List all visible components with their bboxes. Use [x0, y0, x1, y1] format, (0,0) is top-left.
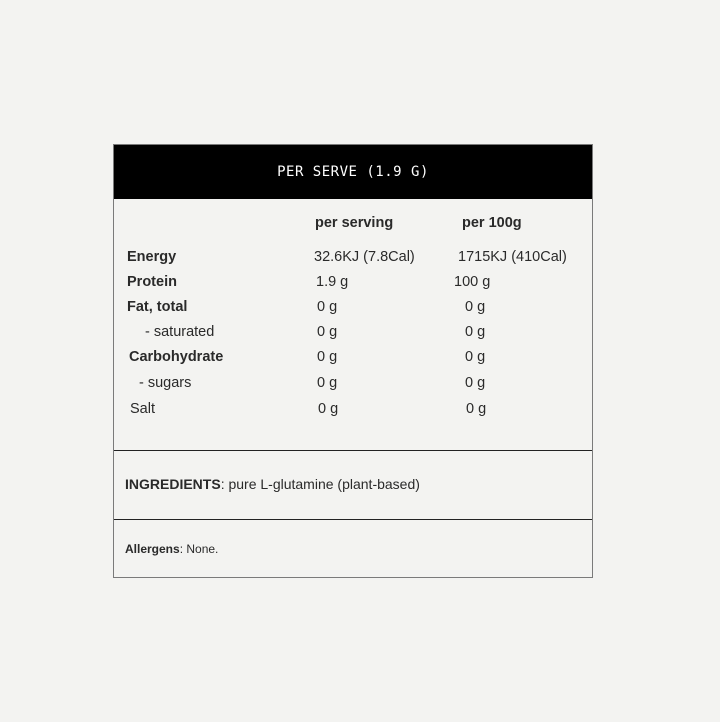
- per-serving-value: 1.9 g: [316, 274, 349, 290]
- ingredients-line: [125, 476, 420, 492]
- ingredients-text: : pure L-glutamine (plant-based): [220, 476, 420, 492]
- per-100g-value: 0 g: [465, 349, 486, 365]
- per-serving-value: 0 g: [318, 401, 339, 417]
- divider: [114, 519, 592, 520]
- nutrition-row-energy: [114, 249, 592, 271]
- row-label: Fat, total: [127, 299, 188, 315]
- per-100g-value: 100 g: [454, 274, 491, 290]
- column-header-per-100g: per 100g: [462, 215, 522, 231]
- nutrition-panel: [113, 144, 593, 578]
- per-serving-value: 0 g: [317, 324, 338, 340]
- per-100g-value: 1715KJ (410Cal): [458, 249, 567, 265]
- nutrition-row-carbohydrate: [114, 349, 592, 371]
- allergens-label: Allergens: [125, 542, 180, 556]
- nutrition-row-saturated: [114, 324, 592, 346]
- per-100g-value: 0 g: [465, 375, 486, 391]
- allergens-text: : None.: [179, 542, 219, 556]
- per-100g-value: 0 g: [466, 401, 487, 417]
- ingredients-label: INGREDIENTS: [125, 476, 221, 492]
- panel-header: PER SERVE (1.9 G): [114, 145, 592, 199]
- per-serving-value: 0 g: [317, 349, 338, 365]
- nutrition-row-salt: [114, 401, 592, 423]
- row-label: Protein: [127, 274, 177, 290]
- per-serving-value: 0 g: [317, 299, 338, 315]
- per-100g-value: 0 g: [465, 324, 486, 340]
- allergens-line: [125, 542, 218, 556]
- nutrition-row-fat-total: [114, 299, 592, 321]
- row-label: Salt: [130, 401, 155, 417]
- column-header-per-serving: per serving: [315, 215, 394, 231]
- nutrition-row-protein: [114, 274, 592, 296]
- per-100g-value: 0 g: [465, 299, 486, 315]
- per-serving-value: 0 g: [317, 375, 338, 391]
- nutrition-row-sugars: [114, 375, 592, 397]
- row-label: Carbohydrate: [129, 349, 224, 365]
- row-label: - sugars: [139, 375, 192, 391]
- row-label: - saturated: [145, 324, 215, 340]
- row-label: Energy: [127, 249, 177, 265]
- divider: [114, 450, 592, 451]
- per-serving-value: 32.6KJ (7.8Cal): [314, 249, 415, 265]
